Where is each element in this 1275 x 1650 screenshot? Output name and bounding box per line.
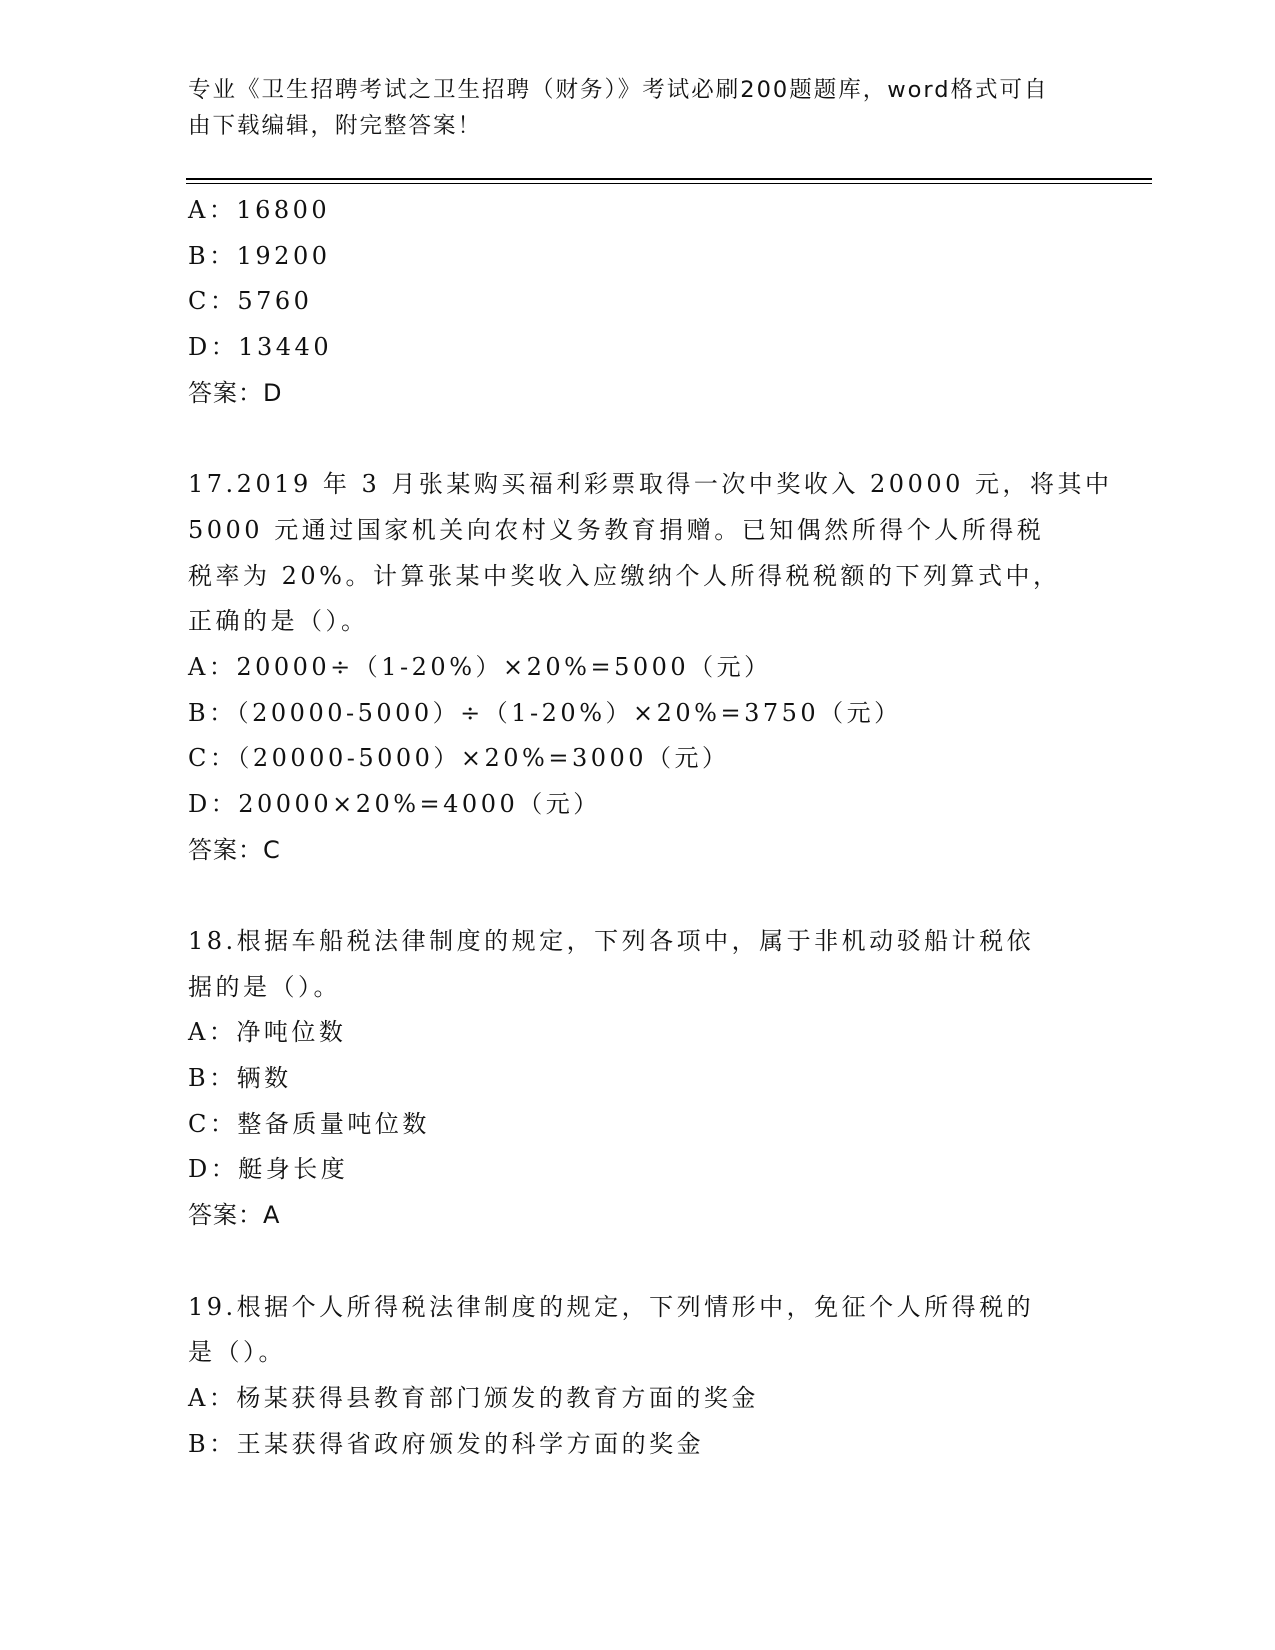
option-b: B：19200 — [188, 241, 331, 270]
question-stem-line: 17.2019 年 3 月张某购买福利彩票取得一次中奖收入 20000 元，将其中 — [188, 470, 1113, 499]
question-stem-line: 正确的是（）。 — [188, 607, 369, 636]
question-stem-line: 19.根据个人所得税法律制度的规定，下列情形中，免征个人所得税的 — [188, 1292, 1035, 1321]
header-line-1: 专业《卫生招聘考试之卫生招聘（财务）》考试必刷200题题库，word格式可自 — [188, 77, 1049, 103]
option-c: C：整备质量吨位数 — [188, 1109, 430, 1138]
option-b: B：辆数 — [188, 1064, 292, 1093]
question-stem-line: 5000 元通过国家机关向农村义务教育捐赠。已知偶然所得个人所得税 — [188, 515, 1045, 544]
option-d: D：艇身长度 — [188, 1155, 349, 1184]
question-17 — [188, 462, 1113, 873]
question-stem-line: 据的是（）。 — [188, 972, 341, 1001]
document-header — [188, 72, 1088, 144]
option-b: B：（20000-5000）÷（1-20%）×20%=3750（元） — [188, 698, 902, 727]
option-a: A：净吨位数 — [188, 1018, 347, 1047]
option-a: A：杨某获得县教育部门颁发的教育方面的奖金 — [188, 1383, 759, 1412]
document-body — [188, 188, 1113, 1467]
question-18 — [188, 919, 1088, 1239]
header-divider-thick — [186, 178, 1152, 180]
answer-line: 答案：D — [188, 378, 283, 407]
question-stem-line: 18.根据车船税法律制度的规定，下列各项中，属于非机动驳船计税依 — [188, 927, 1035, 955]
header-divider-thin — [186, 183, 1152, 184]
option-a: A：20000÷（1-20%）×20%=5000（元） — [188, 652, 772, 681]
option-b: B：王某获得省政府颁发的科学方面的奖金 — [188, 1429, 705, 1458]
question-16 — [188, 188, 1088, 416]
question-stem-line: 税率为 20%。计算张某中奖收入应缴纳个人所得税税额的下列算式中， — [188, 561, 1061, 590]
header-line-2: 由下载编辑，附完整答案！ — [188, 113, 483, 139]
option-c: C：5760 — [188, 287, 313, 316]
option-a: A：16800 — [188, 196, 331, 224]
question-19 — [188, 1285, 1088, 1468]
answer-line: 答案：C — [188, 835, 281, 864]
option-d: D：13440 — [188, 333, 333, 362]
option-c: C：（20000-5000）×20%=3000（元） — [188, 744, 730, 773]
answer-line: 答案：A — [188, 1201, 281, 1230]
option-d: D：20000×20%=4000（元） — [188, 789, 601, 818]
question-stem-line: 是（）。 — [188, 1338, 286, 1367]
